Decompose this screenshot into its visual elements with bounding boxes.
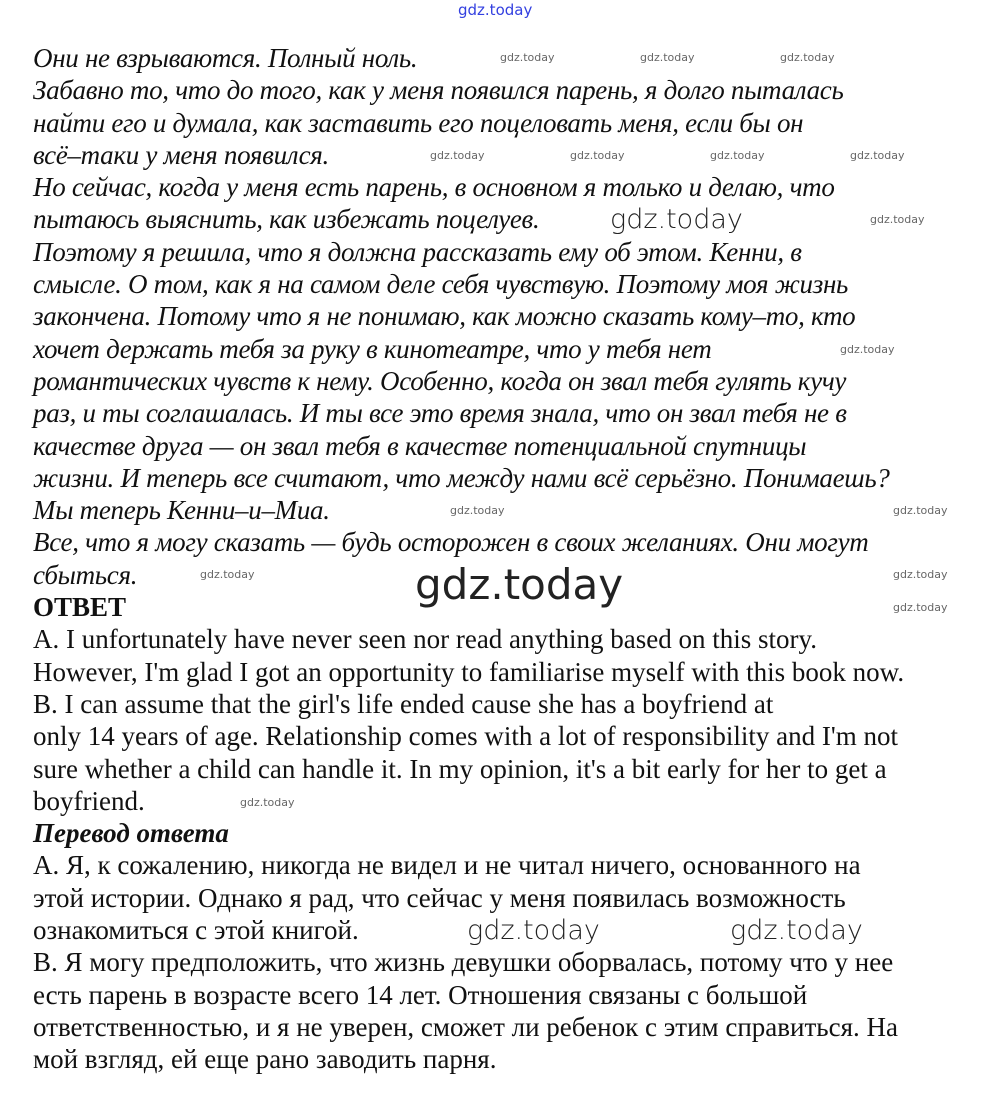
translation-line: есть парень в возрасте всего 14 лет. Отношения связаны с большой [33,979,808,1010]
watermark: gdz.today [500,51,555,64]
watermark-top: gdz.today [458,1,533,19]
translation-line: этой истории. Однако я рад, что сейчас у меня появилась возможность [33,882,846,913]
watermark: gdz.today [240,796,295,809]
watermark: gdz.today [850,149,905,162]
watermark: gdz.today [893,568,948,581]
answer-line: However, I'm glad I got an opportunity to familiarise myself with this book now. [33,656,905,687]
story-line: жизни. И теперь все считают, что между нами всё серьёзно. Понимаешь? [33,462,890,493]
answer-line: A. I unfortunately have never seen nor read anything based on this story. [33,624,818,655]
watermark: gdz.today [710,149,765,162]
watermark: gdz.today [467,915,600,946]
watermark: gdz.today [570,149,625,162]
answer-line: boyfriend. [33,785,145,816]
answer-line: sure whether a child can handle it. In my opinion, it's a bit early for her to get a [33,753,887,784]
watermark: gdz.today [780,51,835,64]
watermark: gdz.today [430,149,485,162]
story-line: всё–таки у меня появился. [33,139,329,170]
story-line: сбыться. [33,559,138,590]
story-line: Но сейчас, когда у меня есть парень, в основном я только и делаю, что [33,172,835,203]
answer-heading: ОТВЕТ [33,592,127,623]
story-line: Все, что я могу сказать — будь осторожен в своих желаниях. Они могут [33,527,869,558]
watermark: gdz.today [450,504,505,517]
story-line: Мы теперь Кенни–и–Миа. [33,495,330,526]
watermark: gdz.today [200,568,255,581]
story-line: смысле. О том, как я на самом деле себя чувствую. Поэтому моя жизнь [33,269,849,300]
story-line: хочет держать тебя за руку в кинотеатре, что у тебя нет [33,333,712,364]
story-line: раз, и ты соглашалась. И ты все это время знала, что он звал тебя не в [33,398,847,429]
story-line: Поэтому я решила, что я должна рассказать ему об этом. Кенни, в [33,236,802,267]
answer-text [33,623,993,817]
story-line: Они не взрываются. Полный ноль. [33,43,418,73]
translation-heading: Перевод ответа [33,818,229,849]
story-excerpt [33,42,993,591]
translation-line: А. Я, к сожалению, никогда не видел и не читал ничего, основанного на [33,850,861,881]
story-line: качестве друга — он звал тебя в качестве потенциальной спутницы [33,430,807,461]
translation-text [33,849,993,1075]
translation-line: ознакомиться с этой книгой. [33,915,359,946]
translation-line: ответственностью, и я не уверен, сможет ли ребенок с этим справиться. На [33,1011,898,1042]
watermark: gdz.today [610,204,743,235]
answer-line: only 14 years of age. Relationship comes with a lot of responsibility and I'm not [33,721,898,752]
watermark: gdz.today [870,213,925,226]
story-line: найти его и думала, как заставить его поцеловать меня, если бы он [33,107,804,138]
watermark: gdz.today [640,51,695,64]
story-line: Забавно то, что до того, как у меня появился парень, я долго пыталась [33,75,844,106]
watermark: gdz.today [840,343,895,356]
watermark: gdz.today [730,915,863,946]
story-line: закончена. Потому что я не понимаю, как можно сказать кому–то, кто [33,301,856,332]
watermark: gdz.today [893,601,948,614]
translation-line: мой взгляд, ей еще рано заводить парня. [33,1044,497,1075]
story-line: романтических чувств к нему. Особенно, когда он звал тебя гулять кучу [33,365,847,396]
watermark: gdz.today [415,560,624,609]
translation-line: В. Я могу предположить, что жизнь девушки оборвалась, потому что у нее [33,947,894,978]
answer-line: B. I can assume that the girl's life ended cause she has a boyfriend at [33,688,774,719]
story-line: пытаюсь выяснить, как избежать поцелуев. [33,204,540,235]
watermark: gdz.today [893,504,948,517]
